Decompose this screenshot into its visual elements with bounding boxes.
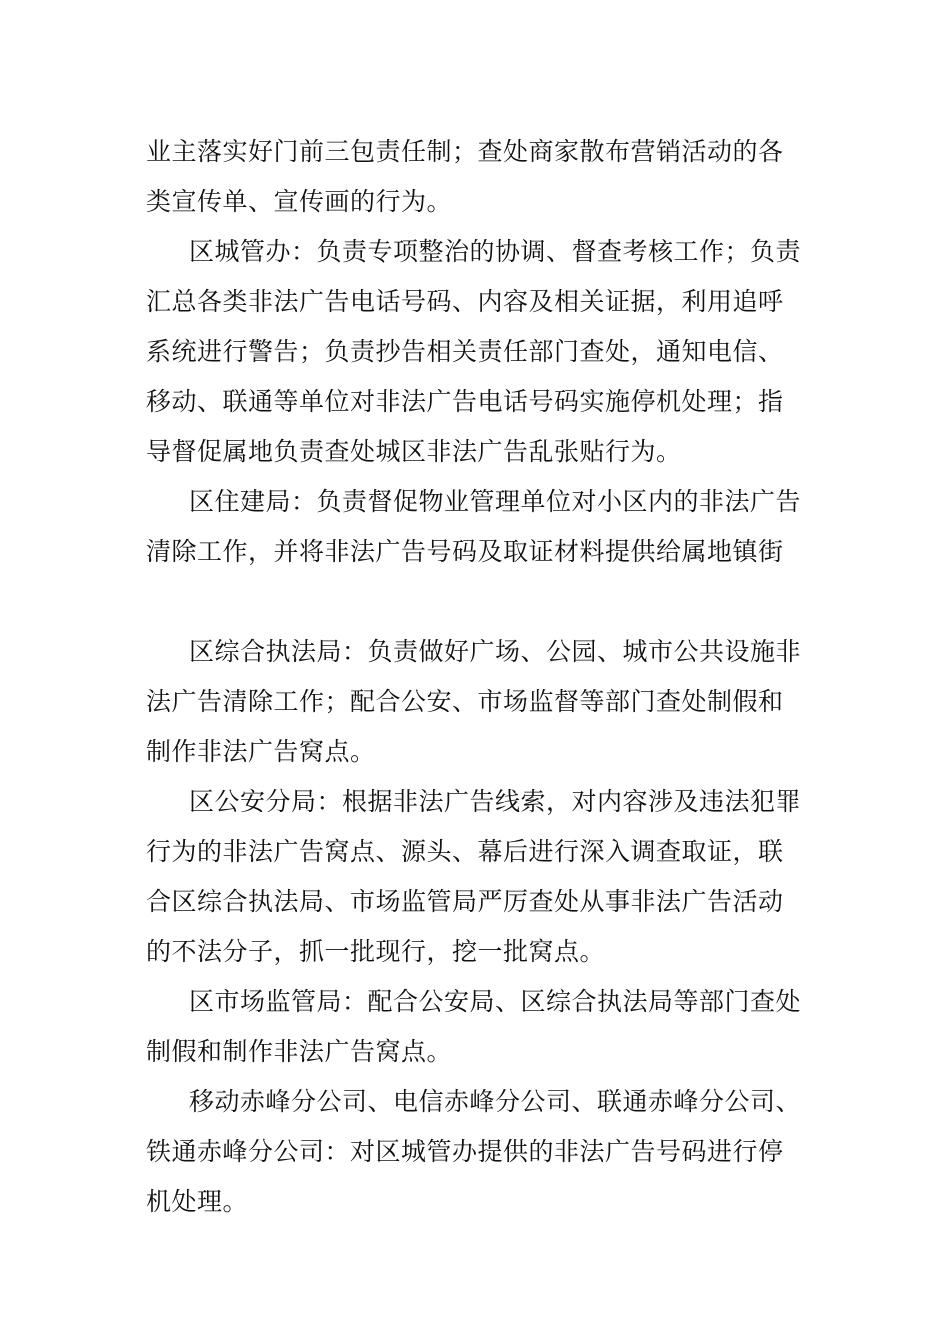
text-line: 的不法分子，抓一批现行，挖一批窝点。 [146, 937, 606, 966]
paragraph-start-line: 移动赤峰分公司、电信赤峰分公司、联通赤峰分公司、 [189, 1087, 802, 1116]
paragraph-start-line: 区住建局：负责督促物业管理单位对小区内的非法广告 [189, 487, 802, 516]
text-line: 导督促属地负责查处城区非法广告乱张贴行为。 [146, 437, 682, 466]
text-line: 法广告清除工作；配合公安、市场监督等部门查处制假和 [146, 687, 784, 716]
text-line: 类宣传单、宣传画的行为。 [146, 187, 453, 216]
text-line: 行为的非法广告窝点、源头、幕后进行深入调查取证，联 [146, 837, 784, 866]
text-line: 制假和制作非法广告窝点。 [146, 1037, 453, 1066]
paragraph-start-line: 区市场监管局：配合公安局、区综合执法局等部门查处 [189, 987, 802, 1016]
text-line: 制作非法广告窝点。 [146, 737, 376, 766]
text-line: 业主落实好门前三包责任制；查处商家散布营销活动的各 [146, 137, 784, 166]
text-line: 清除工作，并将非法广告号码及取证材料提供给属地镇街 [146, 537, 784, 566]
paragraph-start-line: 区公安分局：根据非法广告线索，对内容涉及违法犯罪 [189, 787, 802, 816]
text-line: 合区综合执法局、市场监管局严厉查处从事非法广告活动 [146, 887, 784, 916]
text-line: 铁通赤峰分公司：对区城管办提供的非法广告号码进行停 [146, 1137, 784, 1166]
text-line: 系统进行警告；负责抄告相关责任部门查处，通知电信、 [146, 337, 784, 366]
paragraph-start-line: 区城管办：负责专项整治的协调、督查考核工作；负责 [189, 237, 802, 266]
text-line: 移动、联通等单位对非法广告电话号码实施停机处理；指 [146, 387, 784, 416]
text-line: 汇总各类非法广告电话号码、内容及相关证据，利用追呼 [146, 287, 784, 316]
text-line: 机处理。 [146, 1187, 249, 1216]
paragraph-start-line: 区综合执法局：负责做好广场、公园、城市公共设施非 [189, 637, 802, 666]
